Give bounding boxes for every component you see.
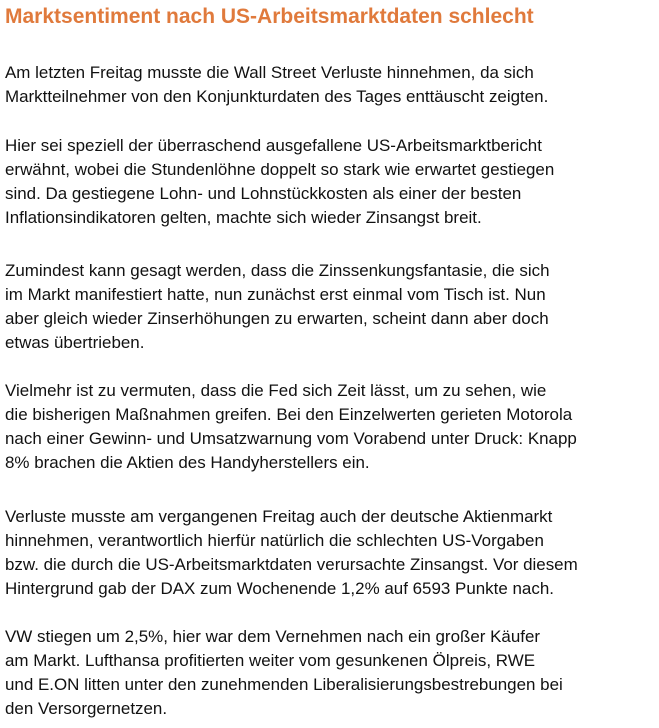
paragraph-line: am Markt. Lufthansa profitierten weiter vom gesunkenen Ölpreis, RWE bbox=[5, 651, 536, 670]
paragraph-line: etwas übertrieben. bbox=[5, 333, 145, 352]
paragraph-line: VW stiegen um 2,5%, hier war dem Vernehmen nach ein großer Käufer bbox=[5, 627, 541, 646]
paragraph-line: Am letzten Freitag musste die Wall Street Verluste hinnehmen, da sich bbox=[5, 63, 534, 82]
paragraph-line: die bisherigen Maßnahmen greifen. Bei den Einzelwerten gerieten Motorola bbox=[5, 405, 573, 424]
paragraph-line: Verluste musste am vergangenen Freitag auch der deutsche Aktienmarkt bbox=[5, 507, 553, 526]
paragraph-line: Hintergrund gab der DAX zum Wochenende 1,2% auf 6593 Punkte nach. bbox=[5, 579, 554, 598]
paragraph-line: erwähnt, wobei die Stundenlöhne doppelt so stark wie erwartet gestiegen bbox=[5, 160, 555, 179]
paragraph-line: sind. Da gestiegene Lohn- und Lohnstückkosten als einer der besten bbox=[5, 184, 522, 203]
article-paragraph-6 bbox=[5, 625, 657, 721]
paragraph-line: hinnehmen, verantwortlich hierfür natürlich die schlechten US-Vorgaben bbox=[5, 531, 544, 550]
article-paragraph-3 bbox=[5, 259, 657, 355]
paragraph-line: aber gleich wieder Zinserhöhungen zu erwarten, scheint dann aber doch bbox=[5, 309, 549, 328]
paragraph-line: Inflationsindikatoren gelten, machte sich wieder Zinsangst breit. bbox=[5, 208, 482, 227]
article-title: Marktsentiment nach US-Arbeitsmarktdaten schlecht bbox=[5, 5, 534, 28]
paragraph-line: Hier sei speziell der überraschend ausgefallene US-Arbeitsmarktbericht bbox=[5, 136, 542, 155]
paragraph-line: Zumindest kann gesagt werden, dass die Zinssenkungsfantasie, die sich bbox=[5, 261, 550, 280]
article-paragraph-5 bbox=[5, 505, 657, 601]
paragraph-line: bzw. die durch die US-Arbeitsmarktdaten verursachte Zinsangst. Vor diesem bbox=[5, 555, 578, 574]
article-paragraph-1 bbox=[5, 61, 657, 109]
paragraph-line: und E.ON litten unter den zunehmenden Liberalisierungsbestrebungen bei bbox=[5, 675, 563, 694]
article-paragraph-2 bbox=[5, 134, 657, 230]
paragraph-line: Vielmehr ist zu vermuten, dass die Fed sich Zeit lässt, um zu sehen, wie bbox=[5, 381, 547, 400]
paragraph-line: 8% brachen die Aktien des Handyherstellers ein. bbox=[5, 453, 370, 472]
article-paragraph-4 bbox=[5, 379, 657, 475]
paragraph-line: nach einer Gewinn- und Umsatzwarnung vom Vorabend unter Druck: Knapp bbox=[5, 429, 577, 448]
paragraph-line: den Versorgernetzen. bbox=[5, 699, 168, 718]
paragraph-line: Marktteilnehmer von den Konjunkturdaten des Tages enttäuscht zeigten. bbox=[5, 87, 549, 106]
paragraph-line: im Markt manifestiert hatte, nun zunächst erst einmal vom Tisch ist. Nun bbox=[5, 285, 546, 304]
